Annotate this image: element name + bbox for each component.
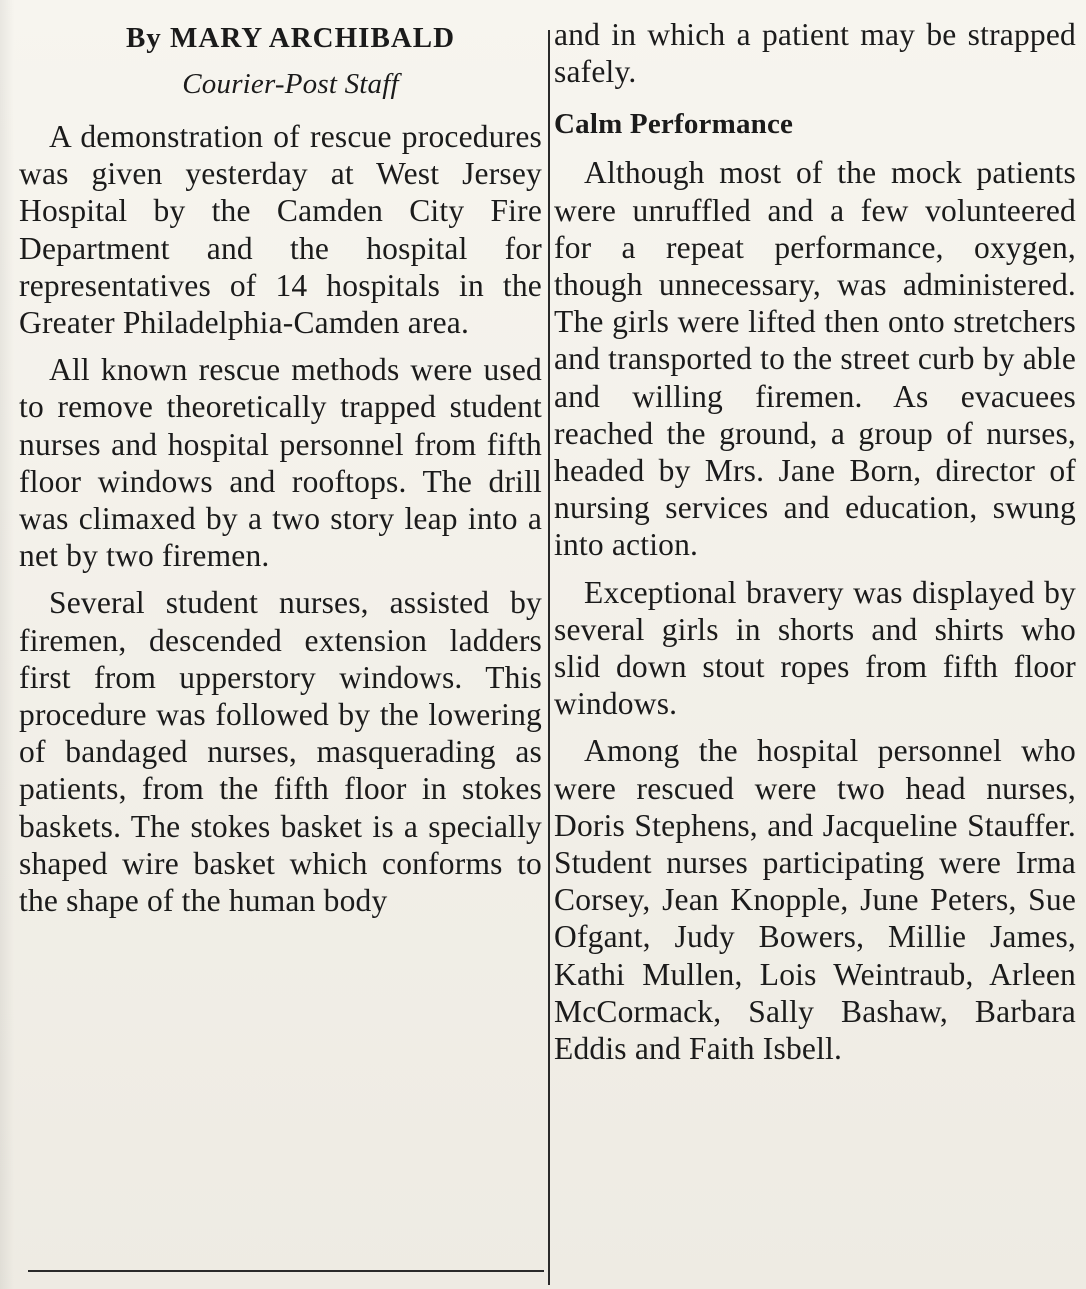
bottom-rule — [28, 1270, 544, 1272]
subheading: Calm Performance — [554, 108, 794, 141]
article-paragraph: Several student nurses, assisted by firemen, descended extension ladders first from upperstory windows. This procedure was followed by the lowering of bandaged nurses, masquerading as patients, from the fifth floor in stokes baskets. The stokes basket is a specially shaped wire basket which conforms to the shape of the human body — [19, 585, 542, 919]
column-divider — [548, 30, 550, 1285]
staff-credit: Courier-Post Staff — [182, 68, 399, 100]
article-paragraph: All known rescue methods were used to remove theoretically trapped student nurses and hospital personnel from fifth floor windows and rooftops. The drill was climaxed by a two story leap into a net by two firemen. — [19, 352, 542, 574]
article-paragraph: Exceptional bravery was displayed by several girls in shorts and shirts who slid down stout ropes from fifth floor windows. — [554, 574, 1076, 722]
article-column-left — [19, 20, 542, 929]
article-paragraph: A demonstration of rescue procedures was given yesterday at West Jersey Hospital by the Camden City Fire Department and the hospital for representatives of 14 hospitals in the Greater Philadelphia-Camden area. — [19, 119, 542, 341]
article-continuation: and in which a patient may be strapped safely. — [554, 17, 1076, 90]
article-paragraph: Although most of the mock patients were unruffled and a few volunteered for a repeat performance, oxygen, though unnecessary, was administered. The girls were lifted then onto stretchers and transported to the street curb by able and willing firemen. As evacuees reached the ground, a group of nurses, headed by Mrs. Jane Born, director of nursing services and education, swung into action. — [554, 155, 1076, 563]
article-paragraph: Among the hospital personnel who were rescued were two head nurses, Doris Stephens, and Jacqueline Stauffer. Student nurses participating were Irma Corsey, Jean Knopple, June Peters, Sue Ofgant, Judy Bowers, Millie James, Kathi Mullen, Lois Weintraub, Arleen McCormack, Sally Bashaw, Barbara Eddis and Faith Isbell. — [554, 733, 1076, 1067]
article-column-right — [554, 16, 1076, 1077]
byline: By MARY ARCHIBALD — [125, 22, 456, 54]
